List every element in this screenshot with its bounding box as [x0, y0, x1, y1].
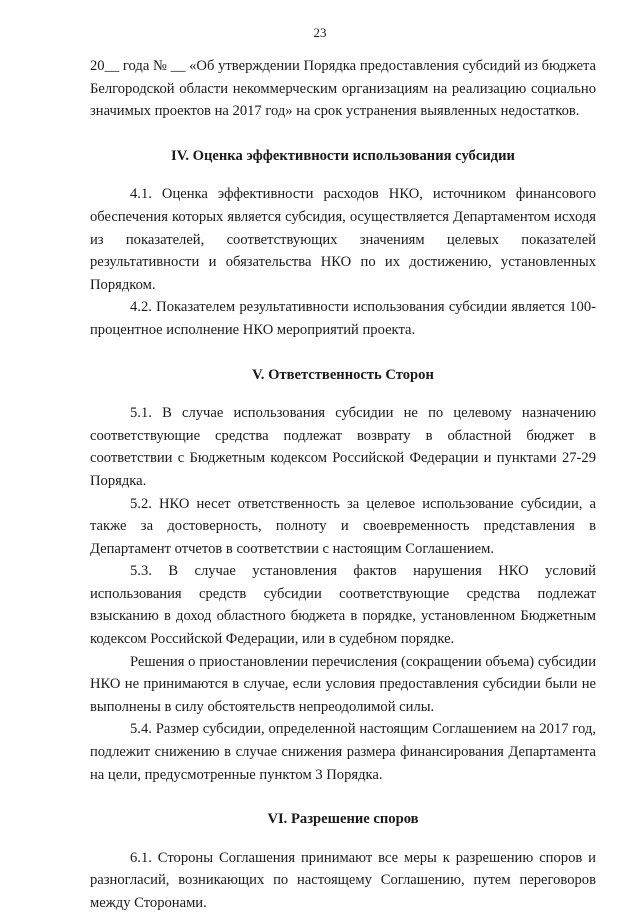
section-iv [90, 145, 596, 342]
section-heading: VI. Разрешение споров [267, 811, 419, 828]
paragraph-5-3-note: Решения о приостановлении перечисления (сокращении объема) субсидии НКО не принимаются в случае, если условия предоставления субсидии были не выполнены в силу обстоятельств непреодолимой силы. [90, 653, 596, 715]
page-number: 23 [313, 25, 327, 40]
paragraph-5-3: 5.3. В случае установления фактов нарушения НКО условий использования средств субсидии соответствующие средства подлежат взысканию в доход областного бюджета в порядке, установленном Бюджетным кодексом Российской Федерации, или в судебном порядке. [90, 563, 596, 648]
document-body [90, 55, 596, 915]
paragraph-4-1: 4.1. Оценка эффективности расходов НКО, источником финансового обеспечения которых является субсидия, осуществляется Департаментом исходя из показателей, соответствующих значениям целевых показателей результативности и обязательства НКО по их достижению, установленных Порядком. [90, 186, 596, 293]
paragraph-5-2: 5.2. НКО несет ответственность за целевое использование субсидии, а также за достоверность, полноту и своевременность представления в Департамент отчетов в соответствии с настоящим Соглашением. [90, 495, 596, 557]
paragraph-5-4: 5.4. Размер субсидии, определенной настоящим Соглашением на 2017 год, подлежит снижению в случае снижения размера финансирования Департамента на цели, предусмотренные пунктом 3 Порядка. [90, 721, 596, 783]
paragraph-5-1: 5.1. В случае использования субсидии не по целевому назначению соответствующие средства подлежат возврату в областной бюджет в соответствии с Бюджетным кодексом Российской Федерации и пунктами 27-29 Порядка. [90, 405, 596, 489]
section-heading: IV. Оценка эффективности использования субсидии [171, 147, 515, 164]
section-vi [90, 808, 596, 914]
section-v [90, 364, 596, 787]
section-heading: V. Ответственность Сторон [252, 366, 434, 383]
paragraph-6-1: 6.1. Стороны Соглашения принимают все меры к разрешению споров и разногласий, возникающих по настоящему Соглашению, путем переговоров между Сторонами. [90, 849, 596, 911]
paragraph-4-2: 4.2. Показателем результативности использования субсидии является 100-процентное исполнение НКО мероприятий проекта. [90, 299, 596, 338]
intro-paragraph: 20__ года № __ «Об утверждении Порядка предоставления субсидий из бюджета Белгородской области некоммерческим организациям на реализацию социально значимых проектов на 2017 год» на срок устранения выявленных недостатков. [90, 58, 596, 120]
